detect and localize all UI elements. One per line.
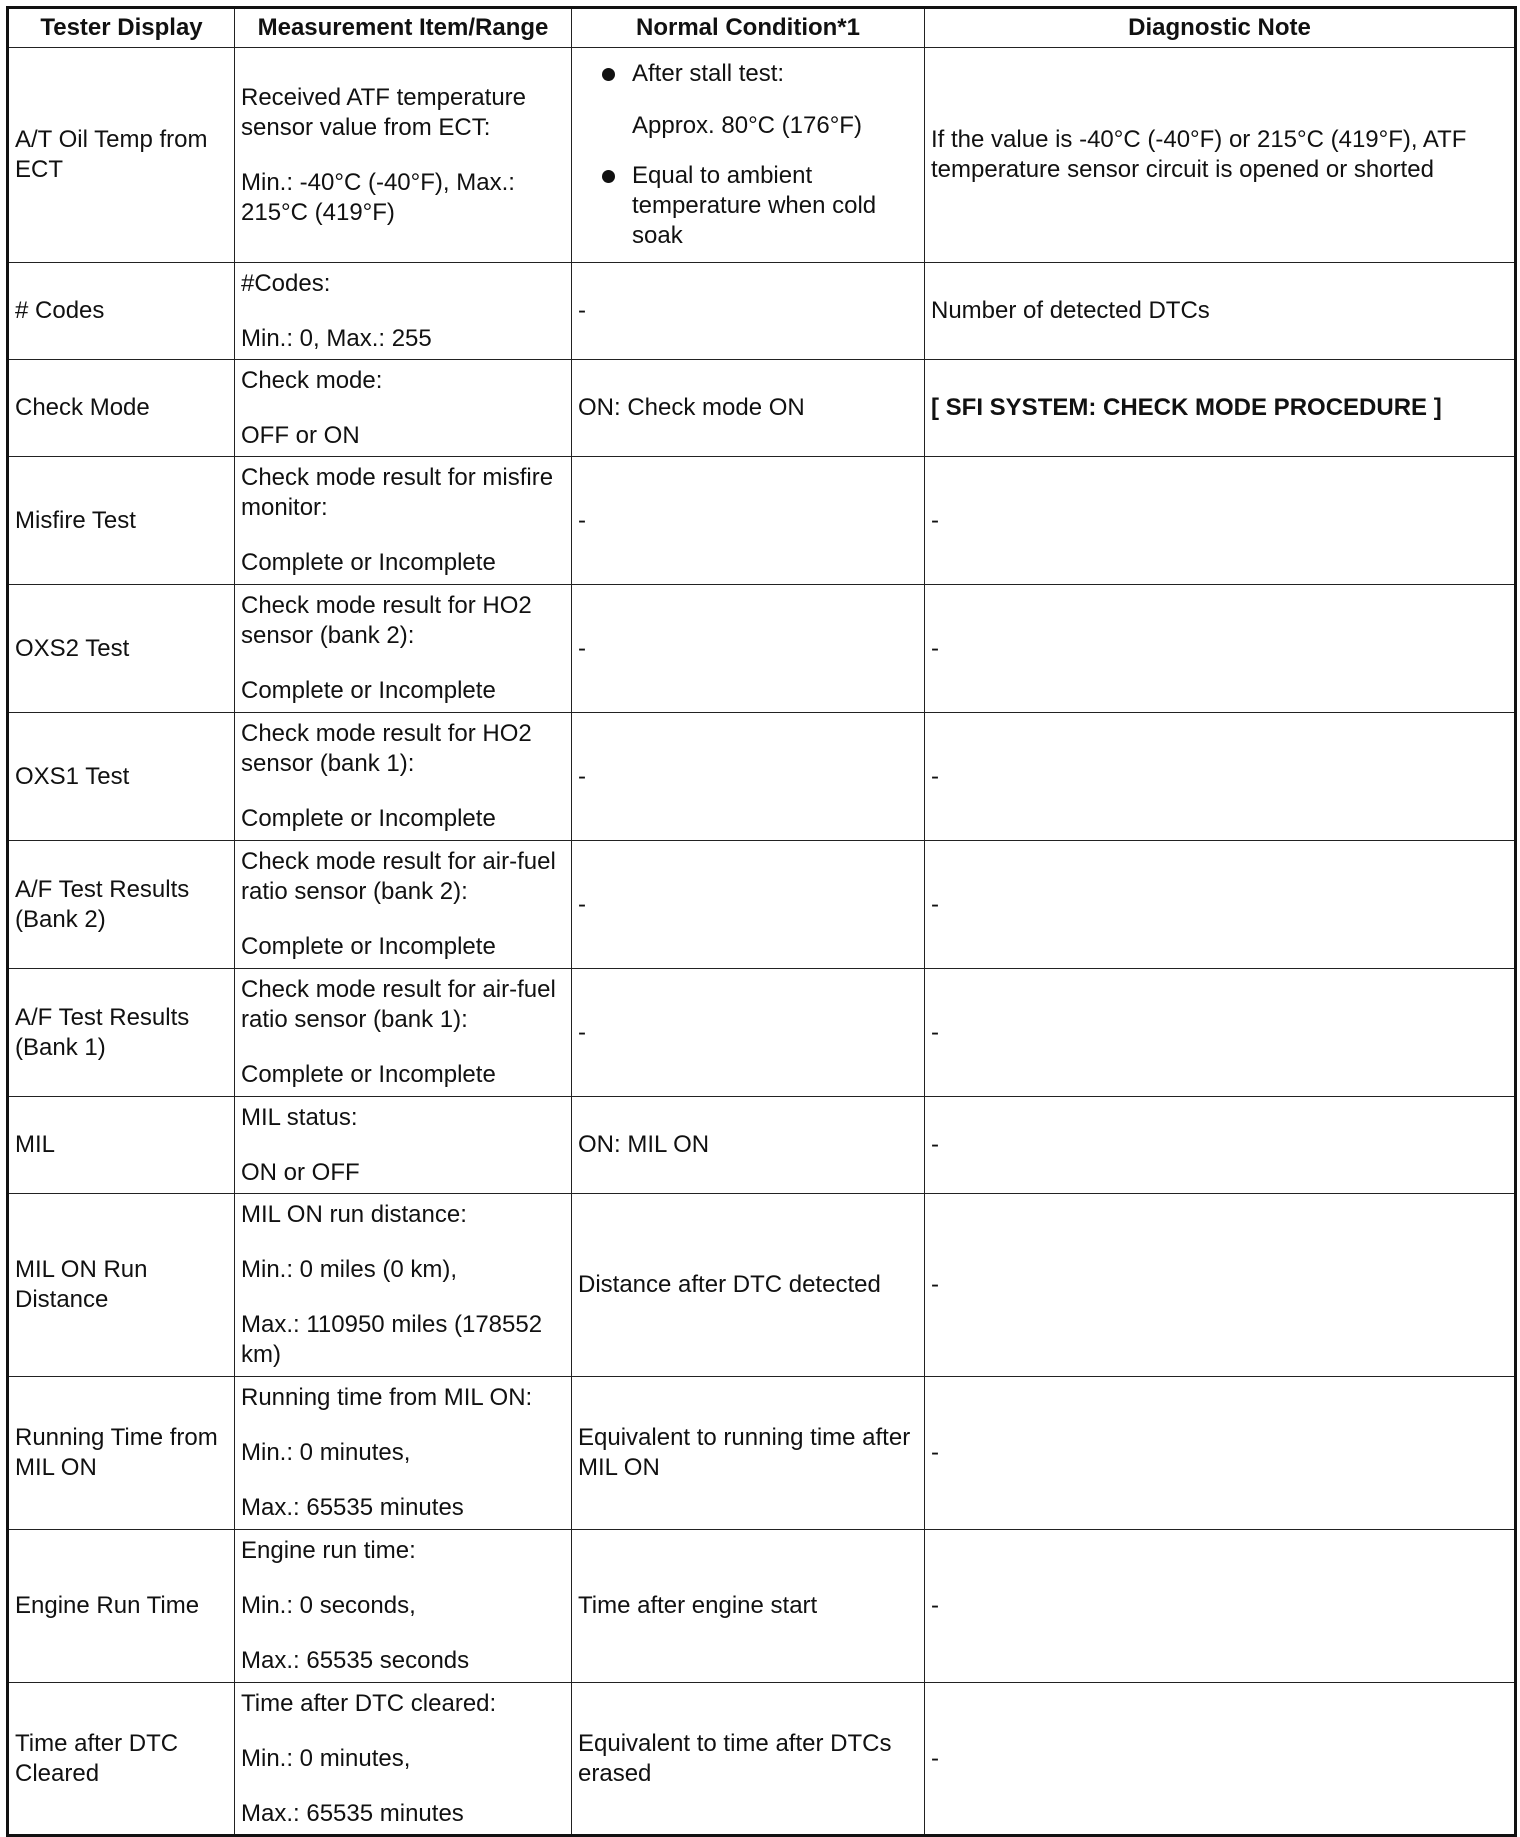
header-tester-display: Tester Display [8,8,235,48]
range-line: Check mode result for misfire monitor: [241,464,554,521]
range-line: Check mode result for air-fuel ratio sensor (bank 2): [241,848,556,905]
diagnostic-note-cell: - [925,585,1516,713]
tester-display-cell: MIL [8,1097,235,1194]
tester-display-cell: Check Mode [8,360,235,457]
range-cell [235,1683,572,1836]
table-row [8,457,1516,585]
bullet-text: After stall test: [632,60,785,87]
diagnostic-note-cell: - [925,841,1516,969]
normal-condition-list [578,59,918,251]
range-cell [235,263,572,360]
range-line: Engine run time: [241,1537,416,1564]
normal-condition-cell: Equivalent to time after DTCs erased [572,1683,925,1836]
range-cell [235,1530,572,1683]
range-line: Min.: 0 minutes, [241,1439,411,1466]
range-cell [235,1194,572,1377]
range-line: Complete or Incomplete [241,1061,496,1088]
normal-condition-cell: Time after engine start [572,1530,925,1683]
range-line: Min.: 0 miles (0 km), [241,1256,458,1283]
range-line: Min.: 0 seconds, [241,1592,416,1619]
tester-display-cell: OXS1 Test [8,713,235,841]
tester-display-cell: A/F Test Results (Bank 2) [8,841,235,969]
range-line: Min.: -40°C (-40°F), Max.: 215°C (419°F) [241,168,515,226]
table-row [8,263,1516,360]
tester-display-cell: MIL ON Run Distance [8,1194,235,1377]
range-line: ON or OFF [241,1158,360,1186]
table-row [8,713,1516,841]
range-cell [235,1097,572,1194]
table-row [8,969,1516,1097]
table-row [8,48,1516,263]
normal-condition-cell: Distance after DTC detected [572,1194,925,1377]
diagnostic-note-cell: - [925,1194,1516,1377]
data-list-table [6,6,1517,1837]
table-row [8,1377,1516,1530]
range-line: #Codes: [241,269,331,297]
range-line: Complete or Incomplete [241,677,496,704]
table-row [8,1530,1516,1683]
header-row [8,8,1516,48]
range-line: Min.: 0 minutes, [241,1744,411,1772]
tester-display-cell: OXS2 Test [8,585,235,713]
table-row [8,841,1516,969]
range-cell [235,48,572,263]
header-diagnostic-note: Diagnostic Note [925,8,1516,48]
range-line: Check mode: [241,366,383,394]
diagnostic-note-cell: - [925,457,1516,585]
tester-display-cell: A/F Test Results (Bank 1) [8,969,235,1097]
list-item [602,161,918,251]
range-line: MIL ON run distance: [241,1201,467,1228]
normal-condition-cell: - [572,263,925,360]
header-measurement-range: Measurement Item/Range [235,8,572,48]
diagnostic-note-cell: - [925,1377,1516,1530]
normal-condition-cell: Equivalent to running time after MIL ON [572,1377,925,1530]
table-row [8,1194,1516,1377]
range-line: Check mode result for HO2 sensor (bank 1): [241,720,532,777]
normal-condition-cell [572,48,925,263]
range-line: OFF or ON [241,421,360,449]
range-line: Max.: 65535 minutes [241,1799,464,1827]
normal-condition-cell: - [572,457,925,585]
tester-display-cell: A/T Oil Temp from ECT [8,48,235,263]
normal-condition-cell: - [572,841,925,969]
diagnostic-note-cell: - [925,1530,1516,1683]
table-row [8,585,1516,713]
normal-condition-cell: - [572,713,925,841]
range-cell [235,457,572,585]
range-line: Complete or Incomplete [241,805,496,832]
tester-display-cell: Time after DTC Cleared [8,1683,235,1836]
range-cell [235,585,572,713]
range-cell [235,969,572,1097]
range-line: Time after DTC cleared: [241,1689,497,1717]
range-line: MIL status: [241,1103,358,1131]
diagnostic-note-cell: - [925,1683,1516,1836]
list-item [602,59,918,141]
range-cell [235,360,572,457]
range-cell [235,1377,572,1530]
range-line: Max.: 65535 minutes [241,1494,464,1521]
normal-condition-cell: - [572,585,925,713]
diagnostic-note-cell: If the value is -40°C (-40°F) or 215°C (419°F), ATF temperature sensor circuit is opened or shorted [925,48,1516,263]
header-normal-condition: Normal Condition*1 [572,8,925,48]
table-row [8,1097,1516,1194]
range-line: Running time from MIL ON: [241,1384,533,1411]
normal-condition-cell: - [572,969,925,1097]
range-cell [235,713,572,841]
table-row [8,1683,1516,1836]
range-line: Received ATF temperature sensor value from ECT: [241,83,527,141]
range-line: Check mode result for HO2 sensor (bank 2): [241,592,532,649]
check-mode-procedure-link[interactable]: [ SFI SYSTEM: CHECK MODE PROCEDURE ] [925,360,1516,457]
diagnostic-note-cell: Number of detected DTCs [925,263,1516,360]
range-line: Max.: 65535 seconds [241,1647,470,1674]
tester-display-cell: Running Time from MIL ON [8,1377,235,1530]
range-line: Check mode result for air-fuel ratio sensor (bank 1): [241,976,556,1033]
tester-display-cell: # Codes [8,263,235,360]
diagnostic-note-cell: - [925,1097,1516,1194]
range-line: Max.: 110950 miles (178552 km) [241,1311,543,1368]
range-cell [235,841,572,969]
bullet-text: Equal to ambient temperature when cold soak [632,162,877,249]
tester-display-cell: Engine Run Time [8,1530,235,1683]
normal-condition-cell: ON: MIL ON [572,1097,925,1194]
tester-display-cell: Misfire Test [8,457,235,585]
range-line: Complete or Incomplete [241,549,496,576]
bullet-subtext: Approx. 80°C (176°F) [632,112,862,139]
diagnostic-note-cell: - [925,969,1516,1097]
range-line: Min.: 0, Max.: 255 [241,324,432,352]
range-line: Complete or Incomplete [241,933,496,960]
diagnostic-note-cell: - [925,713,1516,841]
table-row [8,360,1516,457]
normal-condition-cell: ON: Check mode ON [572,360,925,457]
